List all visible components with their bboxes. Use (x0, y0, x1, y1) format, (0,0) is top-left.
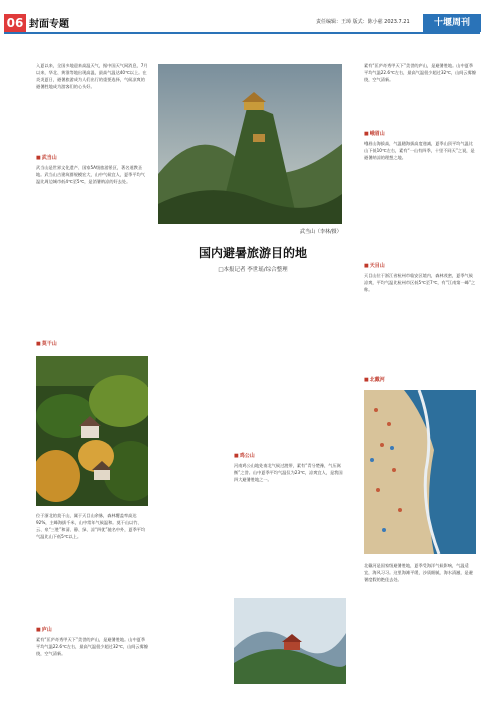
publication-brand: 十堰周刊 (423, 14, 481, 32)
section-heading-emeishan: ■ 峨眉山 (364, 130, 385, 137)
page-number: 06 (4, 14, 26, 32)
section-heading-lushan: ■ 庐山 (36, 626, 52, 633)
section-title: 封面专题 (29, 19, 69, 30)
jigongshan-photo (234, 598, 346, 684)
article-title: 国内避暑旅游目的地 (198, 246, 307, 260)
section-heading-jigongshan: ■ 鸡公山 (234, 452, 255, 459)
header-rule (4, 32, 480, 34)
article-byline: □本报记者 李世瑶/综合整理 (218, 267, 288, 273)
wudang-photo-caption: 武当山（李林/摄） (300, 229, 342, 235)
section-heading-beidaihe: ■ 北戴河 (364, 376, 385, 383)
section-body-wudang: 武当山是世界文化遗产、国家5A级旅游景区，著名道教圣地。武当山古建筑群规模宏大，山中气候宜人，夏季平均气温比周边城市低4℃至5℃，是消暑纳凉的好去处。 (36, 165, 145, 184)
section-body-beidaihe: 北戴河是国家级避暑胜地，夏季受海洋气候影响，气温适宜，海风习习。这里海滩平缓，沙质细腻，海水清澈，是避暑度假的绝佳去处。 (364, 563, 473, 582)
section-heading-wudang: ■ 武当山 (36, 154, 57, 161)
section-body-moganshan: 位于浙北的莫干山，属于天目山余脉，森林覆盖率高达92%，主峰海拔千米，山中常年气候温和。莫干山以竹、云、泉“三胜”和清、静、绿、凉“四优”驰名中外，夏季平均气温比山下低5℃以上。 (36, 513, 146, 539)
section-body-emeishan: 峨眉山海拔高，气温随海拔高度递减，夏季山顶平均气温比山下低10℃左右，素有“一山有四季，十里不同天”之说，是避暑纳凉的理想之地。 (364, 141, 475, 160)
beidaihe-beach-photo (364, 390, 476, 554)
moganshan-photo (36, 356, 148, 506)
section-body-lushan: 素有“匡庐奇秀甲天下”美誉的庐山，是避暑胜地。山中夏季平均气温22.6℃左右，最高气温很少超过32℃，山间云雾缭绕，空气清新。 (36, 637, 148, 656)
section-heading-moganshan: ■ 莫干山 (36, 340, 57, 347)
section-body-jigongshan: 河南鸡公山地处南北气候过渡带，素有“青分楚豫，气压嵩衡”之誉。山中夏季平均气温仅为23℃，凉爽宜人，是我国四大避暑胜地之一。 (234, 463, 343, 482)
wudang-mountain-photo (158, 64, 342, 224)
lushan-continued-text: 素有“匡庐奇秀甲天下”美誉的庐山，是避暑胜地。山中夏季平均气温22.6℃左右，最高气温很少超过32℃，山间云雾缭绕，空气清新。 (364, 63, 476, 82)
page-header (0, 0, 484, 34)
section-body-tianmushan: 天目山位于浙江省杭州市临安区境内，森林茂密，夏季气候凉爽，平均气温比杭州市区低5℃至7℃，有“江南第一峰”之称。 (364, 273, 476, 292)
editor-credits: 责任编辑：王璋 版式：陈小慈 2023.7.21 (316, 19, 410, 25)
section-heading-tianmushan: ■ 天目山 (364, 262, 385, 269)
intro-text: 入夏以来，全国多地迎来高温天气，据中国天气网消息，7月以来，华北、黄淮等地出现高温，最高气温达40℃以上。在炎炎夏日，避暑旅游成为人们出行的重要选择，气候凉爽的避暑胜地成为游客们的心头好。 (36, 63, 148, 89)
